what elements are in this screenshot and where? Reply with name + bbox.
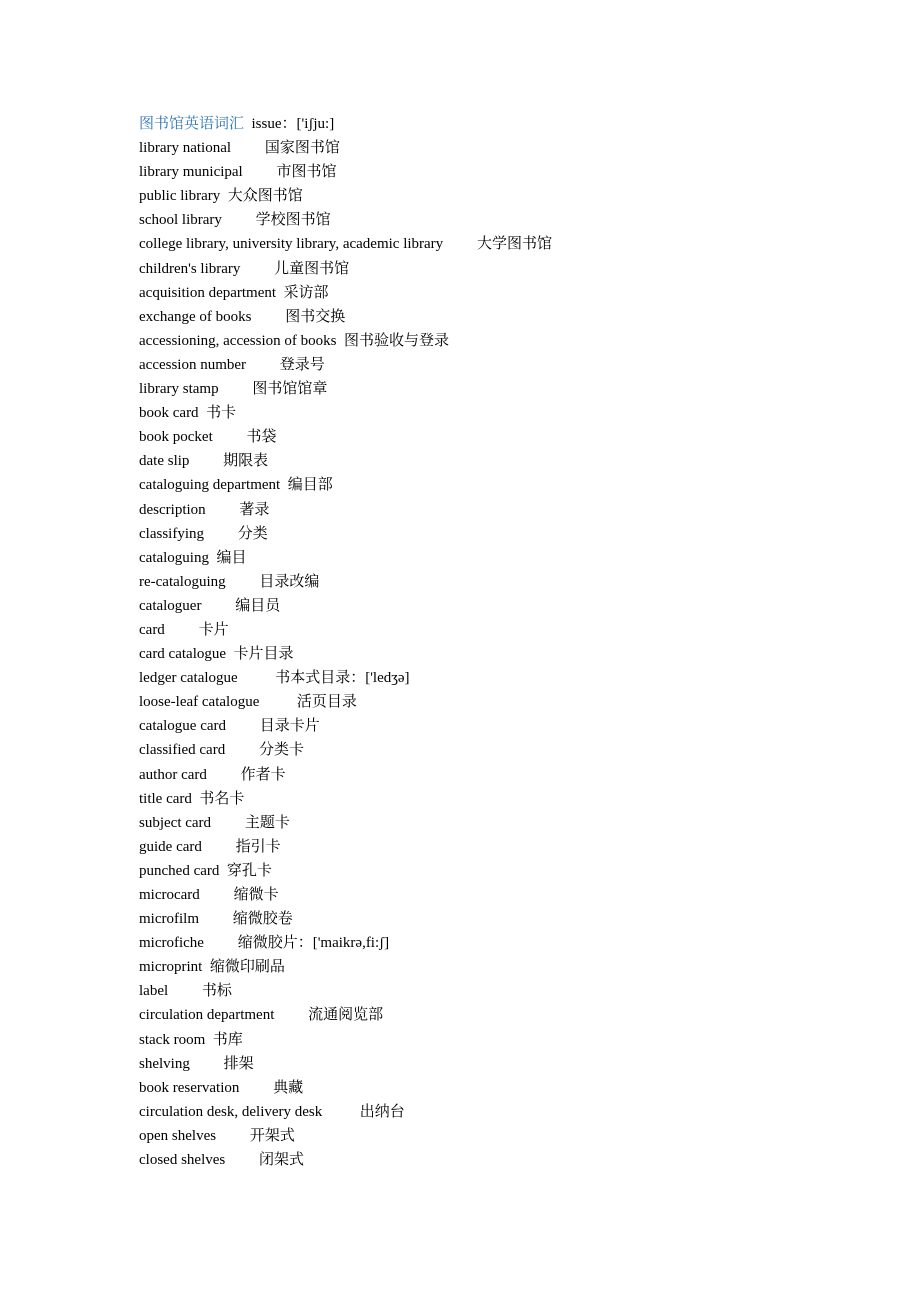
entry-translation: 登录号 <box>279 356 325 373</box>
entry-translation: 活页目录 <box>296 694 357 711</box>
entry-translation: 缩微胶片：['maikrə,fi:ʃ] <box>237 935 390 952</box>
vocabulary-list <box>139 112 839 1172</box>
vocabulary-entry <box>139 522 839 546</box>
entry-separator <box>165 622 199 638</box>
entry-term: guide card <box>139 838 202 855</box>
title-line-suffix: issue：['iʃju:] <box>244 116 335 132</box>
entry-translation: 大学图书馆 <box>476 236 552 253</box>
entry-translation: 大众图书馆 <box>227 188 303 205</box>
vocabulary-entry <box>139 1100 839 1124</box>
entry-term: accession number <box>139 356 247 373</box>
entry-separator <box>199 911 233 927</box>
vocabulary-entry <box>139 257 839 281</box>
entry-term: classifying <box>139 525 204 542</box>
vocabulary-entry <box>139 618 839 642</box>
entry-translation: 图书验收与登录 <box>343 332 449 349</box>
entry-term: circulation department <box>139 1007 275 1024</box>
entry-separator <box>216 1128 250 1144</box>
vocabulary-entry <box>139 498 839 522</box>
entry-translation: 卡片目录 <box>233 646 294 663</box>
entry-term: college library, university library, academic library <box>139 236 444 253</box>
entry-term: microfilm <box>139 911 199 928</box>
entry-separator <box>220 188 228 204</box>
vocabulary-entry <box>139 811 839 835</box>
entry-translation: 著录 <box>239 501 270 518</box>
entry-translation: 分类卡 <box>258 742 304 759</box>
entry-separator <box>240 261 274 277</box>
entry-term: subject card <box>139 814 212 831</box>
entry-separator <box>213 429 247 445</box>
entry-translation: 书袋 <box>246 429 277 446</box>
entry-separator <box>206 502 240 518</box>
vocabulary-entry <box>139 1076 839 1100</box>
vocabulary-entry <box>139 305 839 329</box>
entry-term: public library <box>139 188 221 205</box>
entry-term: card <box>139 621 165 638</box>
entry-term: cataloguing department <box>139 477 281 494</box>
entry-term: cataloguing <box>139 549 209 566</box>
entry-separator <box>205 1032 213 1048</box>
entry-translation: 编目部 <box>287 477 333 494</box>
entry-term: library municipal <box>139 164 243 181</box>
entry-term: card catalogue <box>139 646 227 663</box>
entry-term: cataloguer <box>139 597 202 614</box>
entry-separator <box>274 1007 308 1023</box>
vocabulary-entry <box>139 787 839 811</box>
entry-term: date slip <box>139 453 190 470</box>
vocabulary-entry <box>139 714 839 738</box>
vocabulary-entry <box>139 979 839 1003</box>
entry-translation: 排架 <box>223 1055 254 1072</box>
entry-translation: 国家图书馆 <box>264 140 340 157</box>
entry-translation: 开架式 <box>249 1127 295 1144</box>
entry-separator <box>219 863 227 879</box>
entry-translation: 编目 <box>216 549 247 566</box>
entry-term: microfiche <box>139 935 204 952</box>
entry-separator <box>168 983 202 999</box>
entry-translation: 出纳台 <box>359 1103 405 1120</box>
entry-separator <box>226 718 260 734</box>
entry-separator <box>238 670 276 686</box>
vocabulary-entry <box>139 955 839 979</box>
entry-term: re-cataloguing <box>139 573 226 590</box>
entry-separator <box>280 477 288 493</box>
entry-term: title card <box>139 790 192 807</box>
entry-translation: 儿童图书馆 <box>274 260 350 277</box>
entry-term: loose-leaf catalogue <box>139 694 260 711</box>
entry-term: book pocket <box>139 429 213 446</box>
vocabulary-entry <box>139 1028 839 1052</box>
entry-term: library national <box>139 140 232 157</box>
entry-separator <box>239 1080 273 1096</box>
entry-term: microprint <box>139 959 203 976</box>
entry-term: label <box>139 983 169 1000</box>
entry-term: author card <box>139 766 207 783</box>
vocabulary-entry <box>139 931 839 955</box>
entry-separator <box>443 236 477 252</box>
vocabulary-entry <box>139 329 839 353</box>
entry-translation: 目录改编 <box>259 573 320 590</box>
entry-translation: 编目员 <box>235 597 281 614</box>
entry-separator <box>322 1104 360 1120</box>
entry-translation: 流通阅览部 <box>308 1007 384 1024</box>
entry-separator <box>202 959 210 975</box>
entry-translation: 缩微胶卷 <box>232 911 293 928</box>
vocabulary-entry <box>139 449 839 473</box>
entry-separator <box>204 526 238 542</box>
entry-translation: 缩微印刷品 <box>209 959 285 976</box>
entry-term: accessioning, accession of books <box>139 332 337 349</box>
title-line <box>139 112 839 136</box>
vocabulary-entry <box>139 738 839 762</box>
entry-term: description <box>139 501 206 518</box>
entry-translation: 卡片 <box>198 621 229 638</box>
entry-term: punched card <box>139 862 220 879</box>
vocabulary-entry <box>139 160 839 184</box>
entry-separator <box>246 357 280 373</box>
entry-translation: 采访部 <box>283 284 329 301</box>
vocabulary-entry <box>139 859 839 883</box>
entry-term: school library <box>139 212 222 229</box>
entry-translation: 图书交换 <box>285 308 346 325</box>
entry-translation: 市图书馆 <box>276 164 337 181</box>
entry-term: exchange of books <box>139 308 252 325</box>
vocabulary-entry <box>139 1003 839 1027</box>
entry-translation: 穿孔卡 <box>226 862 272 879</box>
entry-separator <box>226 646 234 662</box>
entry-translation: 指引卡 <box>235 838 281 855</box>
entry-term: book reservation <box>139 1079 240 1096</box>
vocabulary-entry <box>139 570 839 594</box>
entry-separator <box>189 453 223 469</box>
entry-separator <box>190 1056 224 1072</box>
entry-translation: 主题卡 <box>244 814 290 831</box>
vocabulary-entry <box>139 763 839 787</box>
vocabulary-entry <box>139 642 839 666</box>
entry-term: book card <box>139 405 199 422</box>
vocabulary-entry <box>139 546 839 570</box>
entry-separator <box>225 1152 259 1168</box>
entry-separator <box>226 574 260 590</box>
entry-term: stack room <box>139 1031 206 1048</box>
vocabulary-entry <box>139 1124 839 1148</box>
entry-separator <box>201 598 235 614</box>
entry-translation: 缩微卡 <box>233 887 279 903</box>
entry-term: classified card <box>139 742 226 759</box>
entry-translation: 书名卡 <box>199 790 245 807</box>
vocabulary-entry <box>139 1052 839 1076</box>
entry-separator <box>251 309 285 325</box>
vocabulary-entry <box>139 1148 839 1172</box>
entry-separator <box>202 839 236 855</box>
vocabulary-entry <box>139 690 839 714</box>
vocabulary-entry <box>139 425 839 449</box>
vocabulary-entry <box>139 353 839 377</box>
vocabulary-entry <box>139 835 839 859</box>
entry-separator <box>259 694 297 710</box>
vocabulary-entry <box>139 883 839 907</box>
entry-translation: 目录卡片 <box>259 718 320 735</box>
entry-separator <box>222 212 256 228</box>
entry-translation: 典藏 <box>273 1079 304 1096</box>
entry-translation: 书标 <box>201 983 232 1000</box>
entry-separator <box>207 767 241 783</box>
vocabulary-entry <box>139 232 839 256</box>
entry-term: open shelves <box>139 1127 217 1144</box>
vocabulary-entry <box>139 907 839 931</box>
entry-term: acquisition department <box>139 284 277 301</box>
entry-separator <box>200 887 234 903</box>
entry-term: catalogue card <box>139 718 227 735</box>
entry-term: ledger catalogue <box>139 670 238 687</box>
entry-separator <box>204 935 238 951</box>
vocabulary-entry <box>139 473 839 497</box>
document-title: 图书馆英语词汇 <box>139 116 245 132</box>
vocabulary-entry <box>139 136 839 160</box>
entry-term: library stamp <box>139 381 219 398</box>
vocabulary-entry <box>139 666 839 690</box>
entry-term: microcard <box>139 887 200 903</box>
entry-separator <box>219 381 253 397</box>
entry-translation: 书库 <box>212 1031 243 1048</box>
vocabulary-entry <box>139 594 839 618</box>
vocabulary-entry <box>139 184 839 208</box>
entry-term: closed shelves <box>139 1152 226 1169</box>
entry-translation: 作者卡 <box>240 766 286 783</box>
entry-term: children's library <box>139 260 241 277</box>
entry-separator <box>231 140 265 156</box>
entry-translation: 学校图书馆 <box>255 212 331 229</box>
entry-separator <box>336 333 344 349</box>
entry-translation: 图书馆馆章 <box>252 381 328 398</box>
vocabulary-entry <box>139 281 839 305</box>
entry-term: circulation desk, delivery desk <box>139 1103 323 1120</box>
entry-translation: 书卡 <box>206 405 237 422</box>
entry-separator <box>225 742 259 758</box>
entry-separator <box>211 815 245 831</box>
entry-translation: 分类 <box>237 525 268 542</box>
entry-separator <box>199 405 207 421</box>
entry-translation: 书本式目录：['ledʒə] <box>275 670 410 687</box>
vocabulary-entry <box>139 208 839 232</box>
entry-separator <box>276 285 284 301</box>
vocabulary-entry <box>139 401 839 425</box>
entry-separator <box>243 164 277 180</box>
entry-translation: 闭架式 <box>258 1152 304 1169</box>
vocabulary-entry <box>139 377 839 401</box>
entry-translation: 期限表 <box>223 453 269 470</box>
entry-term: shelving <box>139 1055 190 1072</box>
